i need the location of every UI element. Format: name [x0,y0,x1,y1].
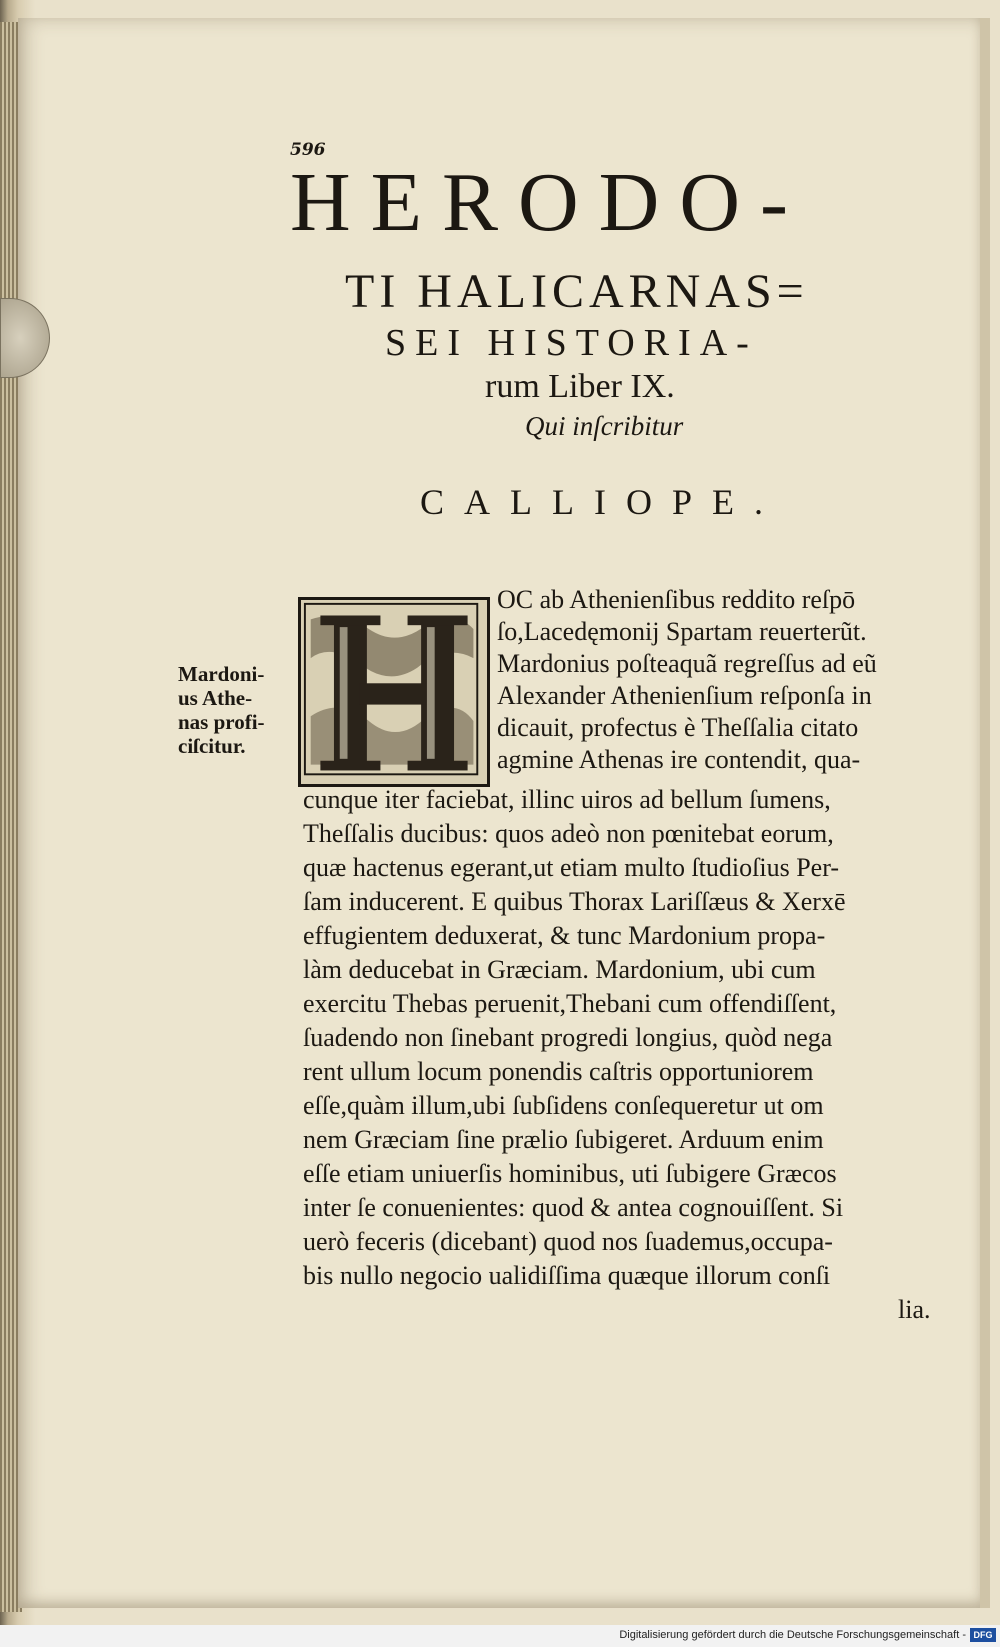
title-line-2: TI HALICARNAS= [345,265,809,318]
body-line: bis nullo negocio ualidiſſima quæque illorum conſi [303,1261,831,1290]
title-line-4: rum Liber IX. [485,368,675,405]
margin-note-line: nas profi- [178,710,265,734]
decorated-initial-letter [298,597,490,787]
body-line: nem Græciam ſine prælio ſubigeret. Arduum enim [303,1125,824,1154]
body-line: ſo,Lacedęmonij Spartam reuerterũt. [497,617,867,646]
dfg-logo: DFG [970,1628,996,1642]
book-title-calliope: CALLIOPE. [420,482,783,522]
footer-credit: Digitalisierung gefördert durch die Deutsche Forschungsgemeinschaft - [619,1629,966,1641]
body-line: ſam inducerent. E quibus Thorax Lariſſæus & Xerxē [303,887,846,916]
page-number: 596 [290,140,326,160]
body-line: uerò feceris (dicebant) quod nos ſuademus,occupa- [303,1227,833,1256]
body-line: dicauit, profectus è Theſſalia citato [497,713,859,742]
body-line: làm deducebat in Græciam. Mardonium, ubi cum [303,955,816,984]
body-line: effugientem deduxerat, & tunc Mardonium propa- [303,921,826,950]
body-line: ſuadendo non ſinebant progredi longius, quòd nega [303,1023,833,1052]
title-line-1: HERODO- [290,156,808,249]
body-line: exercitu Thebas peruenit,Thebani cum offendiſſent, [303,989,837,1018]
margin-note-line: us Athe- [178,686,253,710]
body-line: eſſe,quàm illum,ubi ſubſidens conſequeretur ut om [303,1091,824,1120]
title-line-3: SEI HISTORIA- [385,322,758,364]
body-line: rent ullum locum ponendis caſtris opportuniorem [303,1057,814,1086]
body-line: quæ hactenus egerant,ut etiam multo ſtudioſius Per- [303,853,839,882]
body-line: agmine Athenas ire contendit, qua- [497,745,861,774]
margin-note-line: Mardoni- [178,662,265,686]
body-line: cunque iter faciebat, illinc uiros ad bellum ſumens, [303,785,831,814]
title-line-5: Qui inſcribitur [525,411,684,441]
body-line: Mardonius poſteaquã regreſſus ad eũ [497,649,877,678]
body-line: lia. [898,1295,931,1324]
margin-note-line: ciſcitur. [178,734,246,758]
margin-note [178,662,288,758]
body-line: Alexander Athenienſium reſponſa in [497,681,872,710]
body-line: inter ſe conuenientes: quod & antea cognouiſſent. Si [303,1193,844,1222]
body-line: eſſe etiam uniuerſis hominibus, uti ſubigere Græcos [303,1159,837,1188]
body-line: Theſſalis ducibus: quos adeò non pœnitebat eorum, [303,819,834,848]
woodcut-initial-icon [301,600,487,784]
body-line: OC ab Athenienſibus reddito reſpō [497,585,856,614]
